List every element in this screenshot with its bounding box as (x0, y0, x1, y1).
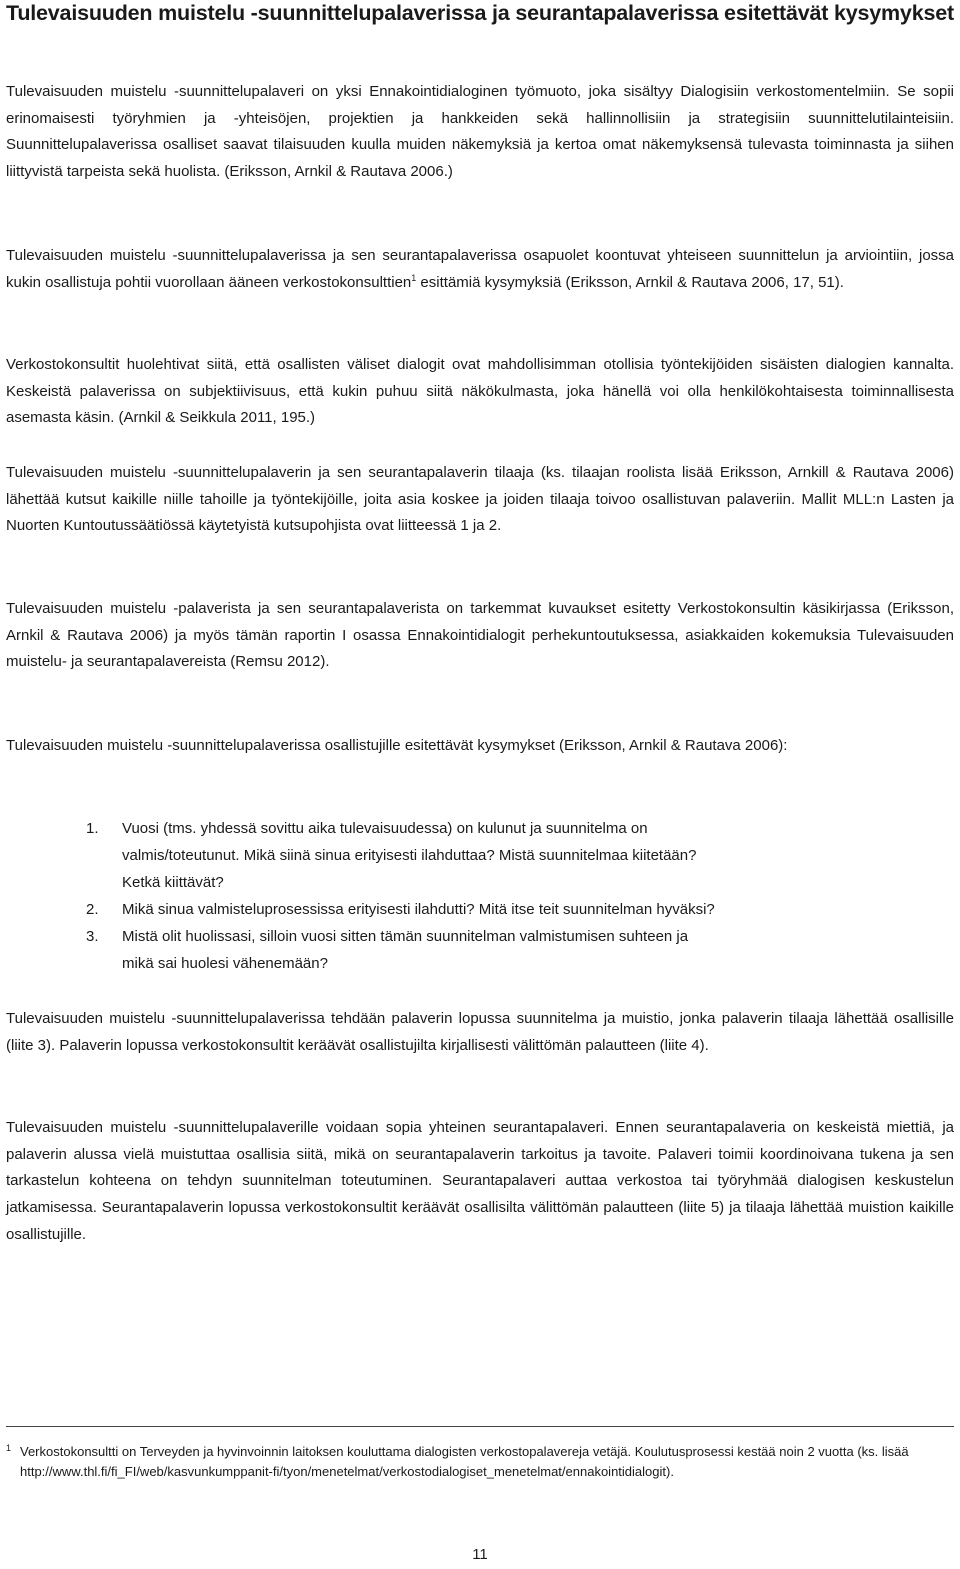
list-item-line: Mistä olit huolissasi, silloin vuosi sitten tämän suunnitelman valmistumisen suhteen ja (122, 928, 689, 945)
list-item-line: valmis/toteutunut. Mikä siinä sinua erityisesti ilahduttaa? Mistä suunnitelmaa kiitetään? (122, 847, 697, 864)
list-item-line: Mikä sinua valmisteluprosessissa erityisesti ilahdutti? Mitä itse teit suunnitelman hyväksi? (122, 901, 715, 918)
footnote-reference: 1 (411, 272, 417, 283)
paragraph-participants (6, 243, 954, 296)
page-number: 11 (472, 1546, 488, 1563)
footnote (6, 1442, 954, 1482)
list-item-number: 1. (86, 820, 99, 837)
paragraph-invitation: Tulevaisuuden muistelu -suunnittelupalaverin ja sen seurantapalaverin tilaaja (ks. tilaajan roolista lisää Eriksson, Arnkill & Rautava 2006) lähettää kutsut kaikille niille tahoille ja työntekijöille, joita asia koskee ja joiden tilaaja toivoo osallistuvan palaveriin. Mallit MLL:n Lasten ja Nuorten Kuntoutussäätiössä käytetyistä kutsupohjista ovat liitteessä 1 ja 2. (6, 464, 954, 535)
paragraph-follow-up: Tulevaisuuden muistelu -suunnittelupalaverille voidaan sopia yhteinen seurantapalaveri. Ennen seurantapalaveria on keskeistä miettiä, ja palaverin alussa vielä muistuttaa osallisia siitä, mikä on seurantapalaverin tarkoitus ja tavoite. Palaveri toimii koordinoivana tukena ja sen tarkastelun kohteena on tehdyn suunnitelman toteutuminen. Seurantapalaveri auttaa verkostoa tai työryhmää dialogisen keskustelun jatkamisessa. Seurantapalaverin lopussa verkostokonsultit keräävät osallisilta välittömän palautteen (liite 5) ja tilaaja lähettää muistion kaikille osallistujille. (6, 1119, 954, 1243)
page-title: Tulevaisuuden muistelu -suunnittelupalaverissa ja seurantapalaverissa esitettävät kysymykset (6, 1, 954, 25)
document-page (6, 0, 954, 1563)
list-item-number: 3. (86, 928, 99, 945)
questions-list (86, 815, 886, 977)
paragraph-memo: Tulevaisuuden muistelu -suunnittelupalaverissa tehdään palaverin lopussa suunnitelma ja muistio, jonka palaverin tilaaja lähettää osallisille (liite 3). Palaverin lopussa verkostokonsultit keräävät osallistujilta kirjallisesti välittömän palautteen (liite 4). (6, 1010, 954, 1054)
paragraph-questions-intro: Tulevaisuuden muistelu -suunnittelupalaverissa osallistujille esitettävät kysymykset (Eriksson, Arnkil & Rautava 2006): (6, 737, 788, 754)
footnote-divider (6, 1426, 954, 1427)
paragraph-participants-text: Tulevaisuuden muistelu -suunnittelupalaverissa ja sen seurantapalaverissa osapuolet koontuvat yhteiseen suunnittelun ja arviointiin, jossa kukin osallistuja pohtii vuorollaan ääneen verkostokonsulttien (6, 247, 954, 291)
list-item-number: 2. (86, 901, 99, 918)
list-item-line: Ketkä kiittävät? (122, 874, 224, 891)
paragraph-intro: Tulevaisuuden muistelu -suunnittelupalaveri on yksi Ennakointidialoginen työmuoto, joka sisältyy Dialogisiin verkostomentelmiin. Se sopii erinomaisesti työryhmien ja -yhteisöjen, projektien ja hankkeiden sekä hallinnollisiin ja strategisiin suunnittelutilainteisiin. Suunnittelupalaverissa osalliset saavat tilaisuuden kuulla muiden näkemyksiä ja kertoa omat näkemyksensä tulevasta toiminnasta ja siihen liittyvistä tarpeista sekä huolista. (Eriksson, Arnkil & Rautava 2006.) (6, 83, 954, 181)
paragraph-descriptions: Tulevaisuuden muistelu -palaverista ja sen seurantapalaverista on tarkemmat kuvaukset esitetty Verkostokonsultin käsikirjassa (Eriksson, Arnkil & Rautava 2006) ja myös tämän raportin I osassa Ennakointidialogit perhekuntoutuksessa, asiakkaiden kokemuksia Tulevaisuuden muistelu- ja seurantapalavereista (Remsu 2012). (6, 600, 954, 671)
list-item-line: Vuosi (tms. yhdessä sovittu aika tulevaisuudessa) on kulunut ja suunnitelma on (122, 820, 648, 837)
footnote-text: Verkostokonsultti on Terveyden ja hyvinvoinnin laitoksen kouluttama dialogisten verkostopalavereja vetäjä. Koulutusprosessi kestää noin 2 vuotta (ks. lisää http://www.thl.fi/fi_FI/web/kasvunkumppanit-fi/tyon/menetelmat/verkostodialogiset_menetelmat/ennakointidialogit). (20, 1444, 909, 1479)
list-item-line: mikä sai huolesi vähenemään? (122, 955, 328, 972)
paragraph-consultants: Verkostokonsultit huolehtivat siitä, että osallisten väliset dialogit ovat mahdollisimman otollisia työntekijöiden sisäisten dialogien kannalta. Keskeistä palaverissa on subjektiivisuus, että kukin puhuu siitä näkökulmasta, joka hänellä voi olla henkilökohtaisesta toiminnallisesta asemasta käsin. (Arnkil & Seikkula 2011, 195.) (6, 356, 954, 427)
list-item (86, 896, 886, 923)
list-item (86, 923, 886, 977)
footnote-mark: 1 (6, 1443, 12, 1453)
list-item (86, 815, 886, 896)
paragraph-participants-text-end: esittämiä kysymyksiä (Eriksson, Arnkil & Rautava 2006, 17, 51). (416, 273, 844, 291)
